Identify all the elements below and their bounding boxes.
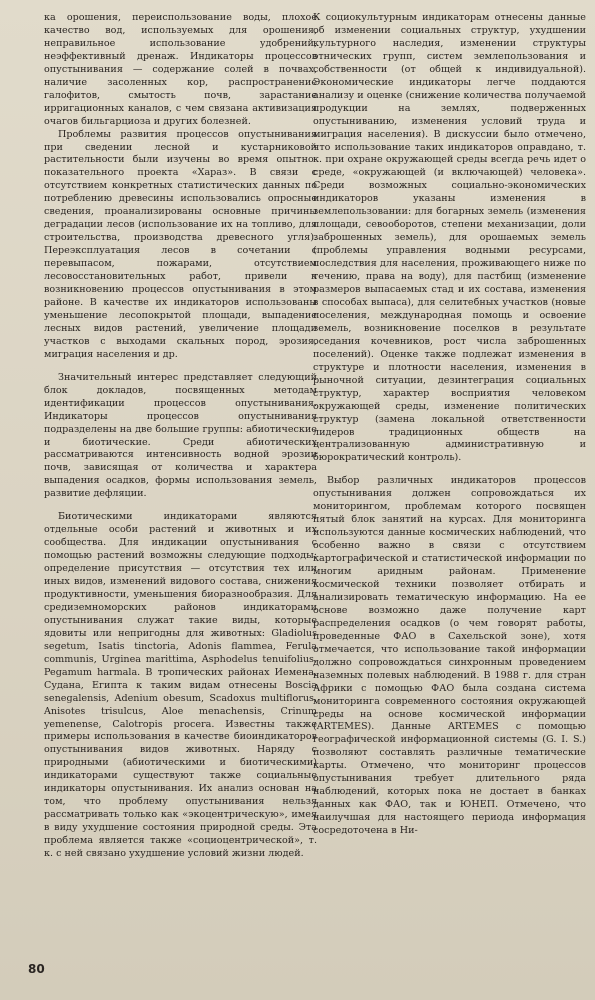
page-number: 80 (28, 962, 45, 976)
paragraph-sociocultural-indicators: К социокультурным индикаторам отнесены данные об изменении социальных структур, ухудшении культурного наследия, изменении структуры этнических групп, систем землепользования и собственности (от общей к индивидуальной). Экономические индикаторы легче поддаются анализу и оценке (снижение количества получаемой продукции на землях, подверженных опустыниванию, изменения условий труда и миграция населения). В дискуссии было отмечено, что использование таких индикаторов оправдано, т. к. при охране окружающей среды всегда речь идет о среде, «окружающей (и включающей) человека». Среди возможных социально-экономических индикаторов указаны изменения в землепользовании: для богарных земель (изменения площади, севооборотов, степени механизации, доли заброшенных земель), для орошаемых земель (проблемы управления водными ресурсами, последствия для населения, проживающего ниже по течению, права на воду), для пастбищ (изменение размеров выпасаемых стад и их состава, изменения в способах выпаса), для селитебных участков (новые поселения, международная помощь и освоение земель, возникновение поселков в результате оседания кочевников, рост числа заброшенных поселений). Оценке также подлежат изменения в структуре и плотности населения, изменения в рыночной ситуации, дезинтеграция социальных структур, характер восприятия человеком окружающей среды, изменение политических структур (замена локальной ответственности лидеров традиционных обществ на централизованную административную и бюрократический контроль). (313, 12, 586, 464)
paragraph-irrigation-indicators: ка орошения, переиспользование воды, плохое качество вод, используемых для орошения, неправильное использование удобрений, неэффективный дренаж. Индикаторы процессов опустынивания — содержание солей в почвах, наличие засоленных кор, распространение галофитов, смытость почв, зарастание ирригационных каналов, с чем связана активизация очагов бильгарциоза и других болезней. (44, 12, 317, 127)
paragraph-forest-clearing: Проблемы развития процессов опустынивания при сведении лесной и кустарниковой растительности были изучены во время опытно-показательного проекта «Хараз». В связи с отсутствием конкретных статистических данных по потреблению древесины использовались опросные сведения, проанализированы основные причины деградации лесов (использование их на топливо, для строительства, производства древесного угля). Переэксплуатация лесов в сочетании с перевыпасом, пожарами, отсутствием лесовосстановительных работ, привели к возникновению процессов опустынивания в этом районе. В качестве их индикаторов использованы уменьшение лесопокрытой площади, выпадение лесных видов растений, увеличение площади участков с выходами скальных пород, эрозия, миграция населения и др. (44, 128, 317, 360)
left-column (44, 12, 317, 861)
paragraph-identification-methods: Значительный интерес представляет следующий блок докладов, посвященных методам идентификации процессов опустынивания. Индикаторы процессов опустынивания подразделены на две большие группы: абиотические и биотические. Среди абиотических рассматриваются интенсивность водной эрозии почв, зависящая от количества и характера выпадения осадков, формы использования земель, развитие дефляции. (44, 371, 317, 500)
paragraph-biotic-indicators: Биотическими индикаторами являются отдельные особи растений и животных и их сообщества. Для индикации опустынивания с помощью растений возможны следующие подходы: определение присутствия — отсутствия тех или иных видов, изменений видового состава, снижения продуктивности, уменьшения биоразнообразия. Для средиземноморских районов индикаторами опустынивания служат такие виды, которые ядовиты или непригодны для животных: Gladiolus segetum, Isatis tinctoria, Adonis flammea, Ferula communis, Urginea marittima, Asphodelus tenuifolius, Pegamum harmala. В тропических районах Иемена, Судана, Египта к таким видам отнесены Boscia senegalensis, Adenium obesum, Scadoxus multiflorus, Anisotes trisulcus, Aloe menachensis, Crinum yemenense, Calotropis procera. Известны также примеры использования в качестве биоиндикаторов опустынивания видов животных. Наряду с природными (абиотическими и биотическими) индикаторами существуют также социальные индикаторы опустынивания. Их анализ основан на том, что проблему опустынивания нельзя рассматривать только как «экоцентрическую», имея в виду ухудшение состояния природной среды. Эта проблема является также «социоцентрической», т. к. с ней связано ухудшение условий жизни людей. (44, 511, 317, 860)
right-column (313, 12, 586, 838)
paragraph-monitoring: Выбор различных индикаторов процессов опустынивания должен сопровождаться их мониторингом, проблемам которого посвящен пятый блок занятий на курсах. Для мониторинга используются данные космических наблюдений, что особенно важно в связи с отсутствием картографической и статистической информации по многим аридным районам. Применение космической техники позволяет отбирать и анализировать тематическую информацию. На ее основе возможно даже получение карт распределения осадков (о чем говорят работы, проведенные ФАО в Сахельской зоне), хотя отмечается, что использование такой информации должно сопровождаться синхронным проведением наземных полевых наблюдений. В 1988 г. для стран Африки с помощью ФАО была создана система мониторинга современного состояния окружающей среды на основе космической информации (ARTEMES). Данные ARTEMES с помощью географической информационной системы (G. I. S.) позволяют составлять различные тематические карты. Отмечено, что мониторинг процессов опустынивания требует длительного ряда наблюдений, которых пока не достает в банках данных как ФАО, так и ЮНЕП. Отмечено, что наилучшая для настоящего периода информация сосредоточена в Ни- (313, 475, 586, 837)
